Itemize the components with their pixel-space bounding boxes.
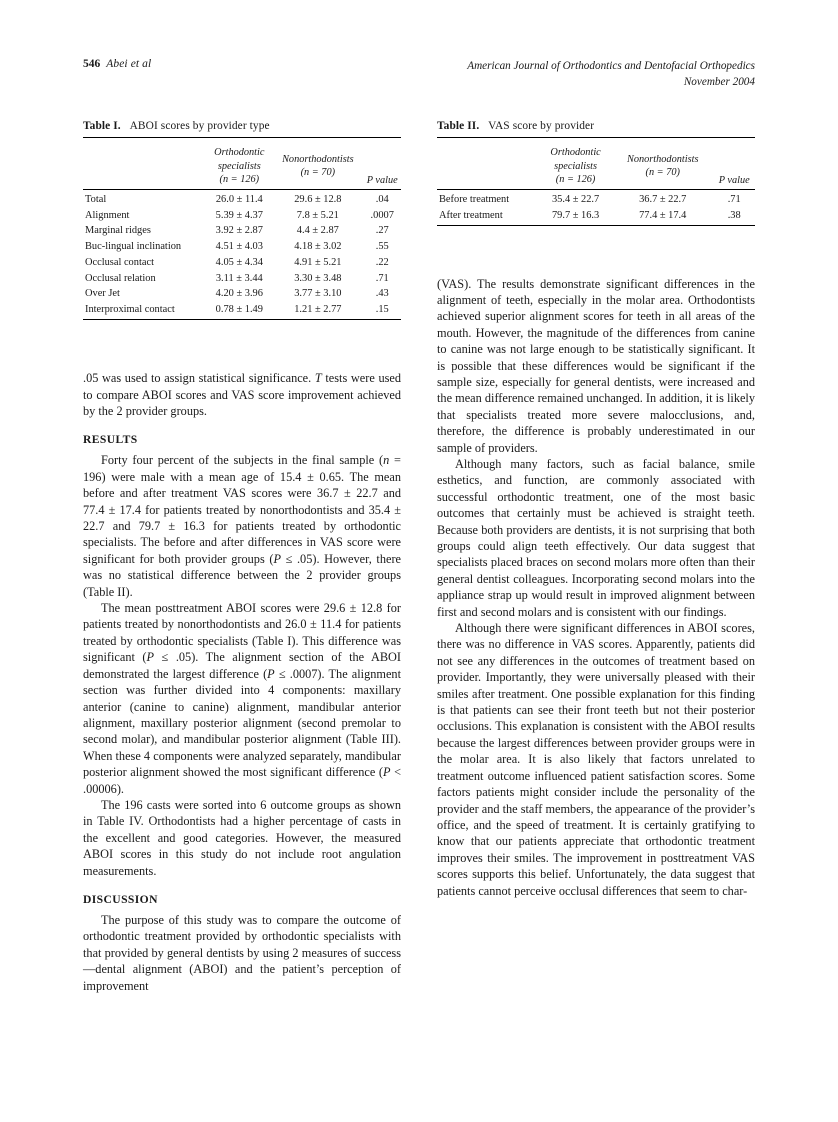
results-heading: RESULTS	[83, 433, 138, 447]
row-value-specialists: 4.51 ± 4.03	[215, 241, 263, 253]
row-value-pvalue: .71	[375, 272, 389, 284]
table-2-header-row	[437, 143, 755, 189]
table-1-col2-header	[272, 143, 363, 189]
col2-line3: (n = 70)	[645, 167, 680, 179]
running-head-right	[467, 58, 755, 90]
col2-line3: (n = 70)	[300, 167, 336, 179]
row-label: Interproximal contact	[83, 302, 206, 320]
row-label: Total	[83, 189, 206, 207]
row-label: Buc-lingual inclination	[85, 241, 182, 253]
results-paragraph-3: The 196 casts were sorted into 6 outcome groups as shown in Table IV. Orthodontists had a higher percentage of casts in the excellent and good categories. However, the measured ABOI scores in this study do not include root angulation measurements.	[83, 797, 401, 878]
col2-line2: Nonorthodontists	[626, 153, 699, 165]
row-value-pvalue: .38	[713, 207, 755, 225]
row-value-pvalue: .22	[375, 256, 389, 268]
table-1-title: ABOI scores by provider type	[129, 120, 270, 132]
running-head-authors: Abei et al	[106, 58, 152, 70]
row-label: Occlusal contact	[85, 256, 154, 268]
row-value-specialists: 79.7 ± 16.3	[539, 207, 612, 225]
row-value-nonorthodontists: 4.91 ± 5.21	[294, 256, 342, 268]
row-value-nonorthodontists: 3.30 ± 3.48	[294, 272, 342, 284]
table-row	[83, 207, 401, 223]
table-2-col1-header	[539, 143, 612, 189]
row-value-nonorthodontists: 1.21 ± 2.77	[272, 302, 363, 320]
row-value-specialists: 3.11 ± 3.44	[215, 272, 263, 284]
methods-tail-paragraph: .05 was used to assign statistical significance. T tests were used to compare ABOI scores and VAS score improvement achieved by the 2 provider groups.	[83, 371, 401, 419]
table-1	[83, 137, 401, 320]
journal-title: American Journal of Orthodontics and Dentofacial Orthopedics	[467, 60, 755, 72]
row-value-specialists: 35.4 ± 22.7	[539, 189, 612, 207]
table-2-spacer	[437, 230, 755, 276]
table-2-block	[437, 120, 755, 226]
running-head	[83, 58, 755, 90]
table-1-spacer	[83, 324, 401, 370]
row-label: Over Jet	[85, 288, 120, 300]
row-value-nonorthodontists: 4.4 ± 2.87	[296, 225, 339, 237]
table-row	[83, 286, 401, 302]
row-label: Occlusal relation	[85, 272, 156, 284]
row-value-pvalue: .0007	[370, 209, 394, 221]
row-value-pvalue: .15	[364, 302, 402, 320]
discussion-heading: DISCUSSION	[83, 892, 158, 906]
row-value-pvalue: .04	[364, 189, 402, 207]
table-row	[83, 254, 401, 270]
table-2-caption	[437, 120, 755, 132]
discussion-paragraph-1: The purpose of this study was to compare the outcome of orthodontic treatment provided by orthodontic specialists with that provided by general dentists by using 2 measures of success—dental alignment (ABOI) and the patient’s perception of improvement	[83, 912, 401, 993]
table-row	[437, 189, 755, 207]
left-column	[83, 120, 401, 994]
table-row	[83, 302, 401, 320]
row-value-nonorthodontists: 77.4 ± 17.4	[612, 207, 713, 225]
row-value-specialists: 26.0 ± 11.4	[206, 189, 272, 207]
discussion-paragraph-4: Although there were significant differences in ABOI scores, there was no difference in VAS scores. Apparently, patients did not see any differences in the outcomes of treatment based on provider. Importantly, they were universally pleased with their smiles after treatment. One possible explanation for this finding is that patients can see their front teeth but not their posterior occlusions. This explanation is consistent with the ABOI results because the largest differences between provider groups were in the molar area. It is also likely that factors unrelated to treatment outcome influenced patient satisfaction scores. Some factors patients might consider include the personality of the provider and the staff members, the appearance of the provider’s office, and the speed of treatment. It is certainly gratifying to know that our patients appreciate that orthodontic treatment improves their smiles. The improvement in posttreatment VAS scores supports this belief. Unfortunately, the data suggest that patients cannot perceive occlusal differences that seem to char-	[437, 621, 755, 898]
row-value-pvalue: .71	[713, 189, 755, 207]
col1-line1: Orthodontic	[214, 147, 265, 158]
table-1-block	[83, 120, 401, 320]
table-1-header-row	[83, 143, 401, 189]
row-value-specialists: 0.78 ± 1.49	[206, 302, 272, 320]
table-row	[83, 223, 401, 239]
table-2-title: VAS score by provider	[488, 120, 595, 132]
row-value-nonorthodontists: 29.6 ± 12.8	[272, 189, 363, 207]
row-value-pvalue: .55	[375, 241, 389, 253]
table-row	[437, 207, 755, 225]
col1-line3: (n = 126)	[219, 174, 260, 186]
row-label: Before treatment	[437, 189, 539, 207]
table-1-label: Table I.	[83, 120, 121, 132]
table-1-caption	[83, 120, 401, 132]
results-paragraph-2: The mean posttreatment ABOI scores were 29.6 ± 12.8 for patients treated by nonorthodontists and 26.0 ± 11.4 for patients treated by orthodontic specialists (Table I). This difference was significant (P ≤ .05). The alignment section of the ABOI demonstrated the largest difference (P ≤ .0007). The alignment section was further divided into 4 components: maxillary anterior (canine to canine) alignment, mandibular anterior alignment, maxillary posterior alignment (second premolar to second molar), and mandibular posterior alignment (Table III). When these 4 components were analyzed separately, mandibular posterior alignment showed the most significant difference (P < .00006).	[83, 601, 402, 796]
row-value-specialists: 5.39 ± 4.37	[215, 209, 263, 221]
col1-line3: (n = 126)	[555, 174, 596, 186]
row-label: Alignment	[85, 209, 130, 221]
page-number: 546	[83, 58, 101, 70]
col1-line2: specialists	[554, 160, 598, 172]
row-value-specialists: 4.05 ± 4.34	[215, 256, 263, 268]
table-2-col2-header	[612, 143, 713, 189]
results-paragraph-1: Forty four percent of the subjects in the final sample (n = 196) were male with a mean age of 15.4 ± 0.65. The mean before and after treatment VAS scores were 36.7 ± 22.7 and 77.4 ± 17.4 for patients treated by nonorthodontists and 35.4 ± 22.7 and 79.7 ± 16.3 for patients treated by orthodontic specialists. The before and after differences in VAS score were significant for both provider groups (P ≤ .05). However, there was no statistical difference between the 2 provider groups (Table II).	[83, 453, 401, 599]
running-head-left	[83, 58, 151, 70]
table-row	[83, 270, 401, 286]
row-value-nonorthodontists: 7.8 ± 5.21	[296, 209, 339, 221]
table-2	[437, 137, 755, 226]
right-column	[437, 120, 755, 899]
table-2-pvalue-header: P value	[718, 174, 750, 186]
row-value-nonorthodontists: 36.7 ± 22.7	[612, 189, 713, 207]
table-row	[83, 189, 401, 207]
row-label: After treatment	[437, 207, 539, 225]
col1-line2: specialists	[217, 160, 261, 172]
issue-date: November 2004	[683, 76, 755, 89]
row-value-specialists: 3.92 ± 2.87	[215, 225, 263, 237]
row-value-specialists: 4.20 ± 3.96	[215, 288, 263, 300]
col1-line1: Orthodontic	[550, 147, 601, 158]
table-1-col1-header	[206, 143, 272, 189]
table-1-pvalue-header: P value	[366, 174, 398, 186]
table-row	[83, 239, 401, 255]
row-value-nonorthodontists: 3.77 ± 3.10	[294, 288, 342, 300]
row-value-pvalue: .43	[375, 288, 389, 300]
discussion-paragraph-3: Although many factors, such as facial balance, smile esthetics, and function, are commonly associated with successful orthodontic treatment, one of the most basic outcomes that certainly must be achieved is straight teeth. Because both providers are dentists, it is not surprising that both groups could align teeth effectively. Our data suggest that specialists placed braces on second molars more often than their general dentist colleagues. Incorporating second molars into the appliance strap up would result in improved alignment between first and second molars and is consistent with our findings.	[437, 456, 755, 619]
col2-line2: Nonorthodontists	[282, 153, 354, 165]
row-label: Marginal ridges	[85, 225, 151, 237]
row-value-nonorthodontists: 4.18 ± 3.02	[294, 241, 342, 253]
discussion-paragraph-2: (VAS). The results demonstrate significant differences in the alignment of teeth, especially in the molar area. Orthodontists achieved superior alignment scores for teeth in all areas of the mouth. However, the magnitude of the differences from canine to canine was not large enough to be statistically significant. It is possible that these differences would be significant if the sample size, especially for general dentists, were increased and the mean difference remained unchanged. In addition, it is likely that specialists treated more severe malocclusions, and, therefore, the difference is probably underestimated in our sample of providers.	[437, 276, 755, 455]
table-2-label: Table II.	[437, 120, 480, 132]
row-value-pvalue: .27	[375, 225, 389, 237]
